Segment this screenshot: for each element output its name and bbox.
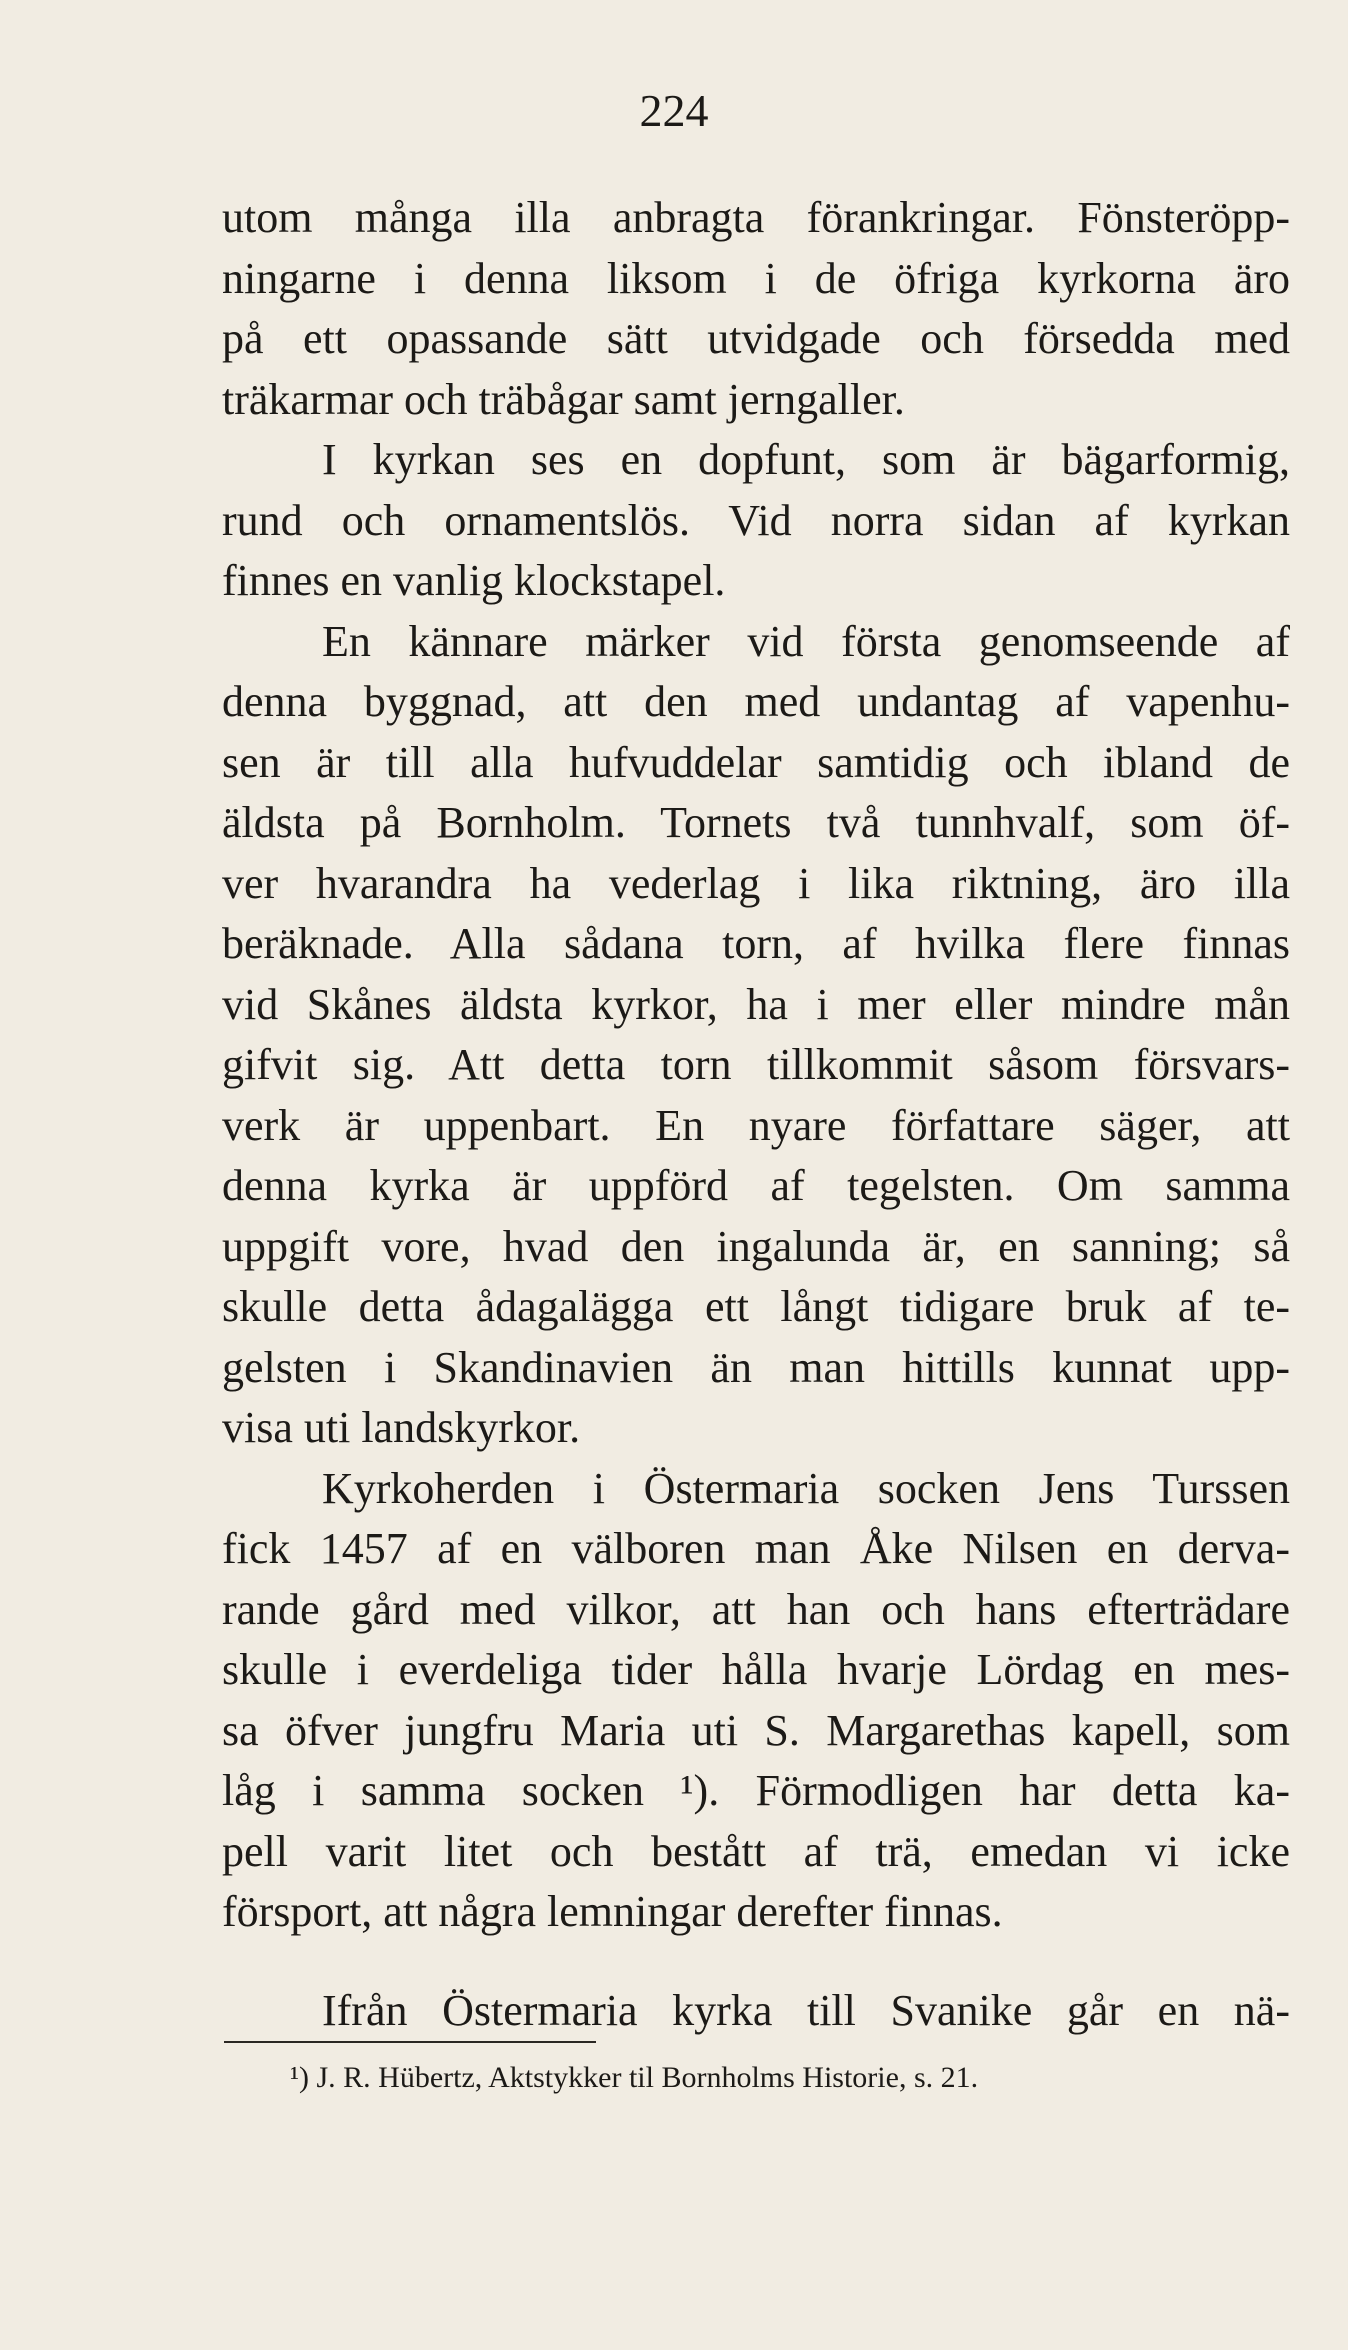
text-line: uppgift vore, hvad den ingalunda är, en sanning; så	[222, 1221, 1290, 1271]
text-line: denna byggnad, att den med undantag af vapenhu-	[222, 677, 1290, 726]
text-line: beräknade. Alla sådana torn, af hvilka flere finnas	[222, 919, 1290, 968]
text-line: skulle detta ådagalägga ett långt tidigare bruk af te-	[222, 1282, 1290, 1331]
text-line: denna kyrka är uppförd af tegelsten. Om samma	[222, 1161, 1290, 1210]
text-line: skulle i everdeliga tider hålla hvarje Lördag en mes-	[222, 1645, 1290, 1694]
section-gap	[222, 1943, 1290, 1981]
body-text	[222, 188, 1290, 2041]
text-line: gifvit sig. Att detta torn tillkommit såsom försvars-	[222, 1040, 1290, 1089]
text-line: visa uti landskyrkor.	[222, 1403, 581, 1452]
text-line: vid Skånes äldsta kyrkor, ha i mer eller mindre mån	[222, 979, 1290, 1029]
text-line: Kyrkoherden i Östermaria socken Jens Turssen	[322, 1463, 1290, 1513]
footnote-rule	[224, 2041, 596, 2043]
text-line: fick 1457 af en välboren man Åke Nilsen en derva-	[222, 1524, 1290, 1573]
footnote: ¹) J. R. Hübertz, Aktstykker til Bornholms Historie, s. 21.	[290, 2061, 979, 2094]
text-line: rund och ornamentslös. Vid norra sidan af kyrkan	[222, 495, 1290, 545]
text-line: rande gård med vilkor, att han och hans efterträdare	[222, 1584, 1290, 1634]
text-line: ver hvarandra ha vederlag i lika riktning, äro illa	[222, 858, 1290, 908]
text-line: utom många illa anbragta förankringar. Fönsteröpp-	[222, 193, 1290, 242]
text-line: låg i samma socken ¹). Förmodligen har detta ka-	[222, 1766, 1290, 1815]
text-line: sa öfver jungfru Maria uti S. Margarethas kapell, som	[222, 1705, 1290, 1755]
page-number: 224	[639, 85, 709, 136]
text-line: En kännare märker vid första genomseende af	[322, 616, 1290, 666]
text-line: på ett opassande sätt utvidgade och försedda med	[222, 314, 1290, 363]
text-line: ningarne i denna liksom i de öfriga kyrkorna äro	[222, 253, 1290, 303]
text-line: försport, att några lemningar derefter finnas.	[222, 1887, 1003, 1936]
paragraph-lines	[222, 188, 1290, 1943]
text-line: äldsta på Bornholm. Tornets två tunnhvalf, som öf-	[222, 798, 1290, 847]
text-line: sen är till alla hufvuddelar samtidig och ibland de	[222, 737, 1290, 787]
text-line: pell varit litet och bestått af trä, emedan vi icke	[222, 1826, 1290, 1876]
text-line: I kyrkan ses en dopfunt, som är bägarformig,	[322, 435, 1290, 484]
text-line: gelsten i Skandinavien än man hittills kunnat upp-	[222, 1342, 1290, 1392]
text-line: verk är uppenbart. En nyare författare säger, att	[222, 1100, 1290, 1150]
text-line: finnes en vanlig klockstapel.	[222, 556, 726, 605]
text-line-final: Ifrån Östermaria kyrka till Svanike går en nä-	[322, 1985, 1290, 2035]
text-line: träkarmar och träbågar samt jerngaller.	[222, 374, 905, 424]
